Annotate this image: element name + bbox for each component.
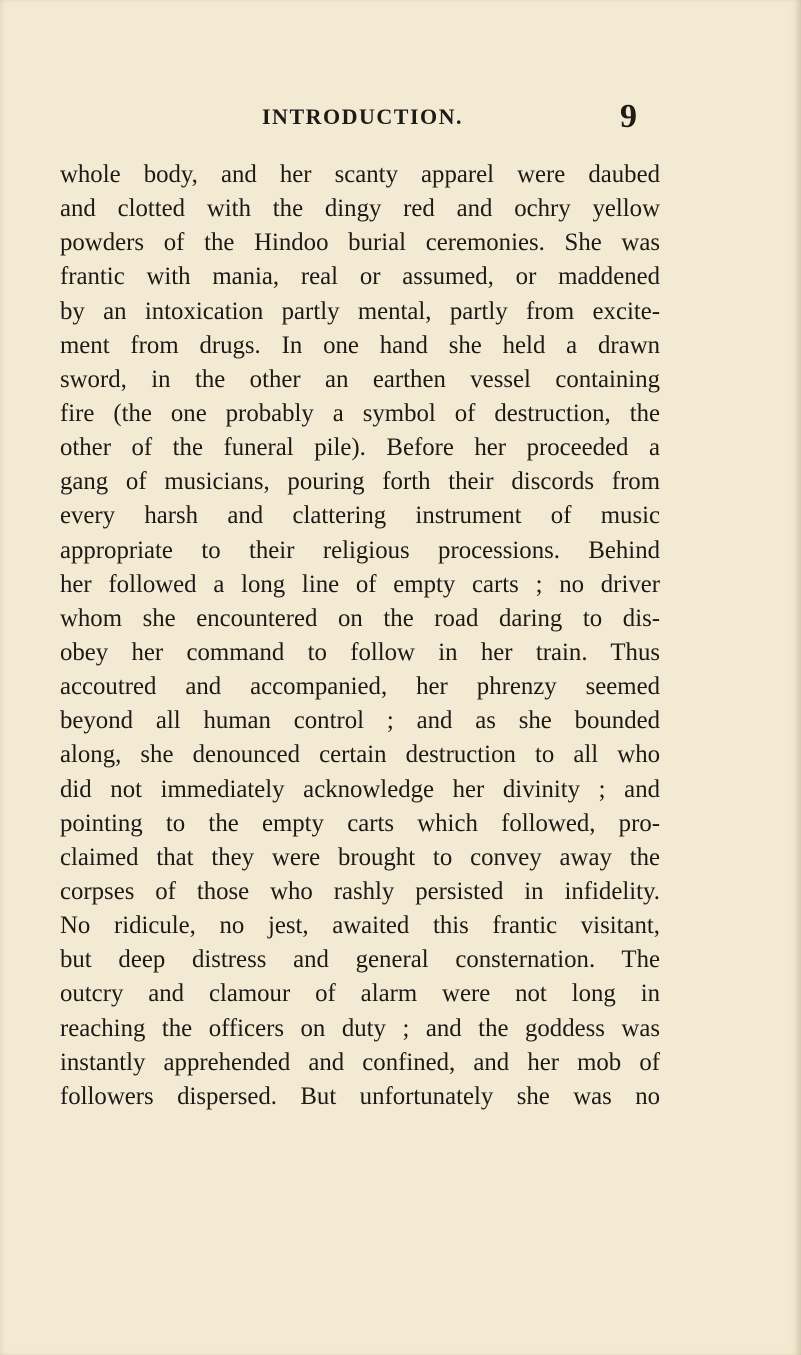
text-line: fire (the one probably a symbol of destruction, the (60, 399, 660, 427)
text-line: powders of the Hindoo burial ceremonies. She was (60, 229, 660, 257)
text-line: by an intoxication partly mental, partly from excite- (60, 297, 660, 325)
text-line: other of the funeral pile). Before her proceeded a (60, 434, 660, 462)
text-line: beyond all human control ; and as she bounded (60, 707, 660, 735)
text-line: gang of musicians, pouring forth their discords from (60, 468, 660, 496)
body-text (60, 158, 660, 1114)
text-line: whole body, and her scanty apparel were daubed (60, 161, 660, 188)
text-line: along, she denounced certain destruction to all who (60, 741, 660, 769)
page-number: 9 (620, 98, 637, 135)
text-line: pointing to the empty carts which followed, pro- (60, 809, 660, 837)
text-line: corpses of those who rashly persisted in infidelity. (60, 877, 660, 905)
running-head (0, 98, 801, 142)
text-line: ment from drugs. In one hand she held a drawn (60, 331, 660, 359)
text-line: frantic with mania, real or assumed, or maddened (60, 263, 660, 291)
text-line: accoutred and accompanied, her phrenzy seemed (60, 673, 660, 701)
text-line: No ridicule, no jest, awaited this frantic visitant, (60, 912, 660, 940)
running-title: INTRODUCTION. (262, 104, 464, 129)
text-line: but deep distress and general consternation. The (60, 946, 660, 974)
text-line: every harsh and clattering instrument of music (60, 502, 660, 530)
text-line: claimed that they were brought to convey away the (60, 843, 660, 871)
text-line: outcry and clamour of alarm were not long in (60, 980, 660, 1008)
text-line: did not immediately acknowledge her divinity ; and (60, 775, 660, 803)
text-line: and clotted with the dingy red and ochry yellow (60, 195, 660, 223)
text-line: appropriate to their religious processions. Behind (60, 536, 660, 564)
text-line: reaching the officers on duty ; and the goddess was (60, 1014, 660, 1042)
text-line: her followed a long line of empty carts ; no driver (60, 570, 660, 598)
text-line: whom she encountered on the road daring to dis- (60, 604, 660, 632)
text-line: obey her command to follow in her train. Thus (60, 638, 660, 666)
text-line: instantly apprehended and confined, and her mob of (60, 1048, 660, 1076)
text-line: sword, in the other an earthen vessel containing (60, 365, 660, 393)
text-line: followers dispersed. But unfortunately she was no (60, 1082, 660, 1110)
